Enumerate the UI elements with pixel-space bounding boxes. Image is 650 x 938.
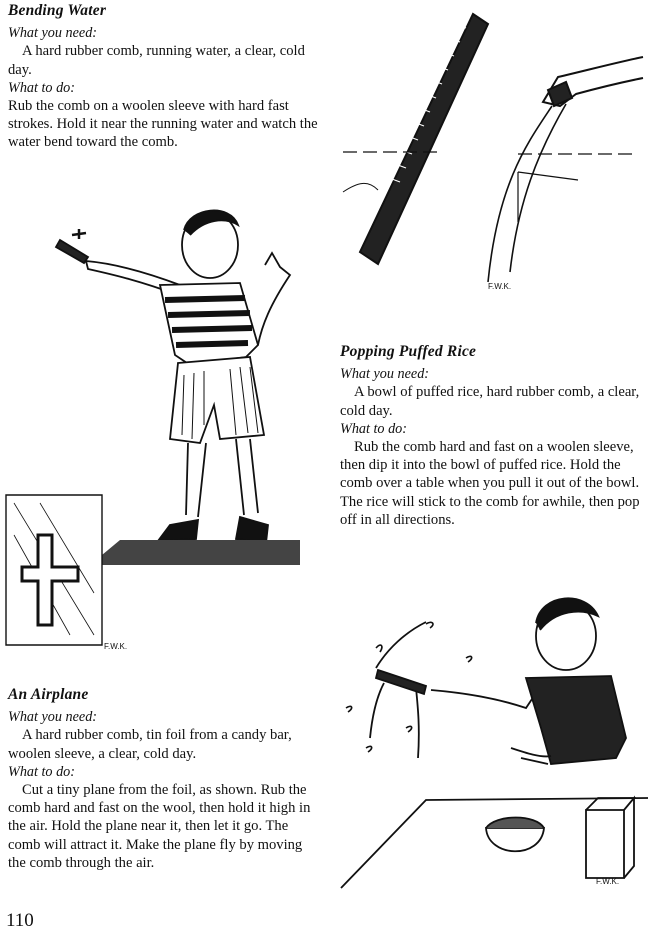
boy-puffed-rice-illustration [336, 588, 648, 898]
need-label: What you need: [8, 709, 98, 726]
comb-faucet-illustration [338, 2, 648, 297]
do-label: What to do: [8, 763, 75, 780]
need-text: A hard rubber comb, running water, a clear, cold day. [8, 43, 305, 78]
need-text: A bowl of puffed rice, hard rubber comb, a clear, cold day. [340, 384, 640, 419]
do-label: What to do: [340, 420, 407, 437]
section-title: An Airplane [8, 686, 89, 703]
need-text: A hard rubber comb, tin foil from a candy bar, woolen sleeve, a clear, cold day. [8, 727, 292, 762]
do-text: Rub the comb on a woolen sleeve with hard fast strokes. Hold it near the running water and watch the water bend toward the comb. [8, 98, 318, 151]
cereal-box [586, 810, 624, 878]
need-label: What you need: [340, 366, 430, 383]
airplane-icon [72, 229, 86, 239]
need-label: What you need: [8, 25, 98, 42]
boy-airplane-illustration [0, 195, 300, 665]
comb-icon [360, 14, 488, 264]
water-stream [488, 104, 566, 282]
signature: F.W.K. [488, 282, 512, 291]
section-airplane [8, 686, 316, 872]
section-title: Bending Water [8, 2, 107, 19]
section-title: Popping Puffed Rice [340, 343, 477, 360]
page-number: 110 [6, 910, 34, 931]
section-bending-water [8, 2, 318, 152]
do-text: Cut a tiny plane from the foil, as shown. Rub the comb hard and fast on the wool, then hold it high in the air. Hold the plane near it, then let it go. The comb will attract it. Make the plane fly by moving the comb through the air. [8, 782, 311, 871]
do-label: What to do: [8, 79, 75, 96]
do-text: Rub the comb hard and fast on a woolen sleeve, then dip it into the bowl of puffed rice. Hold the comb over a table when you pull it out of the bowl. The rice will stick to the comb for awhile, then pop off in all directions. [340, 439, 640, 528]
signature: F.W.K. [596, 877, 620, 886]
dark-shirt [526, 676, 626, 764]
rice-bowl [486, 828, 544, 851]
section-puffed-rice [340, 343, 646, 529]
signature: F.W.K. [104, 642, 128, 651]
